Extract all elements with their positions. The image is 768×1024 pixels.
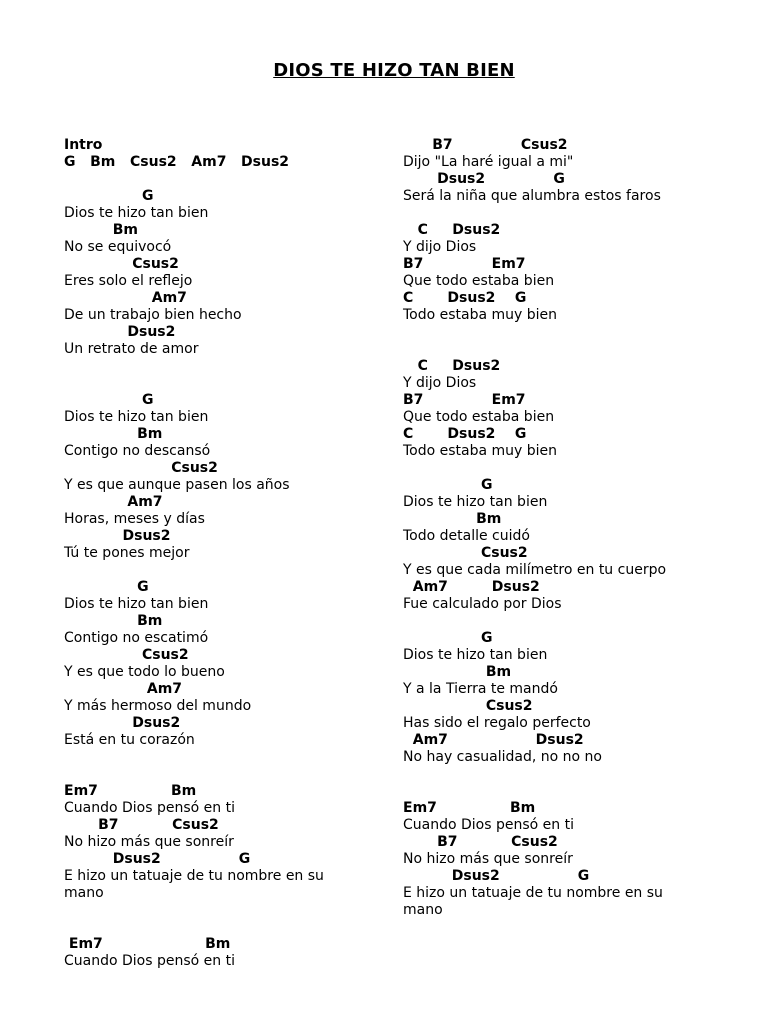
lyric-line: Será la niña que alumbra estos faros	[403, 188, 661, 204]
blank-line	[64, 358, 394, 375]
lyric-line: Contigo no escatimó	[64, 630, 209, 646]
blank-line	[64, 766, 394, 783]
lyric-line: De un trabajo bien hecho	[64, 307, 242, 323]
lyric-line: Que todo estaba bien	[403, 273, 555, 289]
lyric-line: Todo detalle cuidó	[403, 528, 530, 544]
lyric-line: Y es que todo lo bueno	[64, 664, 225, 680]
chord-line: Am7 Dsus2	[403, 732, 584, 748]
blank-line	[64, 562, 394, 579]
lyric-line: Y es que cada milímetro en tu cuerpo	[403, 562, 667, 578]
chord-line: G Bm Csus2 Am7 Dsus2	[64, 154, 290, 170]
lyric-line: Dios te hizo tan bien	[64, 596, 209, 612]
lyric-line: Que todo estaba bien	[403, 409, 555, 425]
chord-line: Bm	[403, 664, 512, 680]
lyric-line: Horas, meses y días	[64, 511, 205, 527]
lyric-line: No hizo más que sonreír	[403, 851, 573, 867]
chord-line: B7 Em7	[403, 392, 526, 408]
lyric-line: Dios te hizo tan bien	[403, 494, 548, 510]
lyric-line: Fue calculado por Dios	[403, 596, 562, 612]
lyric-line: Y dijo Dios	[403, 239, 477, 255]
lyric-line: Tú te pones mejor	[64, 545, 190, 561]
chord-line: Em7 Bm	[403, 800, 536, 816]
blank-line	[403, 613, 743, 630]
chord-line: Em7 Bm	[64, 936, 231, 952]
lyric-line: Y a la Tierra te mandó	[403, 681, 558, 697]
chord-line: B7 Em7	[403, 256, 526, 272]
right-column	[403, 120, 743, 919]
blank-line	[403, 205, 743, 222]
chord-line: Am7	[64, 494, 163, 510]
chord-line: C Dsus2 G	[403, 290, 527, 306]
lyric-line: Contigo no descansó	[64, 443, 211, 459]
lyric-line: Todo estaba muy bien	[403, 443, 558, 459]
lyric-line: mano	[64, 885, 104, 901]
chord-line: Em7 Bm	[64, 783, 197, 799]
blank-line	[403, 324, 743, 341]
lyric-line: E hizo un tatuaje de tu nombre en su	[403, 885, 663, 901]
chord-line: Csus2	[403, 545, 528, 561]
chord-line: Csus2	[403, 698, 533, 714]
lyric-line: Y más hermoso del mundo	[64, 698, 252, 714]
lyric-line: Dios te hizo tan bien	[403, 647, 548, 663]
lyric-line: Cuando Dios pensó en ti	[64, 953, 235, 969]
blank-line	[64, 171, 394, 188]
chord-line: B7 Csus2	[403, 137, 568, 153]
chord-line: Intro	[64, 137, 103, 153]
chord-line: Bm	[403, 511, 502, 527]
chord-line: Bm	[64, 426, 163, 442]
lyric-line: Has sido el regalo perfecto	[403, 715, 591, 731]
chord-line: G	[403, 630, 493, 646]
chord-line: C Dsus2 G	[403, 426, 527, 442]
lyric-line: E hizo un tatuaje de tu nombre en su	[64, 868, 324, 884]
chord-line: Bm	[64, 613, 163, 629]
chord-line: Csus2	[64, 256, 179, 272]
left-column	[64, 120, 394, 970]
lyric-line: Cuando Dios pensó en ti	[64, 800, 235, 816]
chord-line: Dsus2 G	[403, 171, 565, 187]
lyric-line: Eres solo el reflejo	[64, 273, 193, 289]
chord-line: Dsus2	[64, 324, 176, 340]
lyric-line: mano	[403, 902, 443, 918]
chord-line: C Dsus2	[403, 358, 501, 374]
lyric-line: Dios te hizo tan bien	[64, 409, 209, 425]
chord-line: G	[64, 579, 149, 595]
chord-line: Dsus2	[64, 528, 171, 544]
chord-line: B7 Csus2	[64, 817, 219, 833]
lyric-line: Dijo "La haré igual a mi"	[403, 154, 574, 170]
chord-line: Csus2	[64, 647, 189, 663]
lyric-line: Un retrato de amor	[64, 341, 199, 357]
chord-line: G	[64, 188, 154, 204]
chord-line: Dsus2	[64, 715, 181, 731]
lyric-line: No hizo más que sonreír	[64, 834, 234, 850]
lyric-line: Dios te hizo tan bien	[64, 205, 209, 221]
lyric-line: Todo estaba muy bien	[403, 307, 558, 323]
blank-line	[64, 375, 394, 392]
lyric-line: Y es que aunque pasen los años	[64, 477, 290, 493]
chord-line: Am7	[64, 681, 183, 697]
blank-line	[403, 341, 743, 358]
chord-line: B7 Csus2	[403, 834, 558, 850]
chord-line: Am7	[64, 290, 187, 306]
blank-line	[64, 120, 394, 137]
blank-line	[403, 783, 743, 800]
lyric-line: Y dijo Dios	[403, 375, 477, 391]
lyric-line: No hay casualidad, no no no	[403, 749, 602, 765]
blank-line	[64, 749, 394, 766]
chord-line: Dsus2 G	[403, 868, 590, 884]
blank-line	[403, 460, 743, 477]
chord-line: Dsus2 G	[64, 851, 251, 867]
blank-line	[64, 919, 394, 936]
blank-line	[64, 902, 394, 919]
blank-line	[403, 766, 743, 783]
chord-line: Bm	[64, 222, 138, 238]
lyric-line: No se equivocó	[64, 239, 172, 255]
lyric-line: Está en tu corazón	[64, 732, 195, 748]
chord-line: Am7 Dsus2	[403, 579, 540, 595]
chord-line: Csus2	[64, 460, 218, 476]
chord-line: G	[403, 477, 493, 493]
page-title: DIOS TE HIZO TAN BIEN	[273, 60, 515, 81]
blank-line	[403, 120, 743, 137]
chord-line: C Dsus2	[403, 222, 501, 238]
chord-line: G	[64, 392, 154, 408]
lyric-line: Cuando Dios pensó en ti	[403, 817, 574, 833]
